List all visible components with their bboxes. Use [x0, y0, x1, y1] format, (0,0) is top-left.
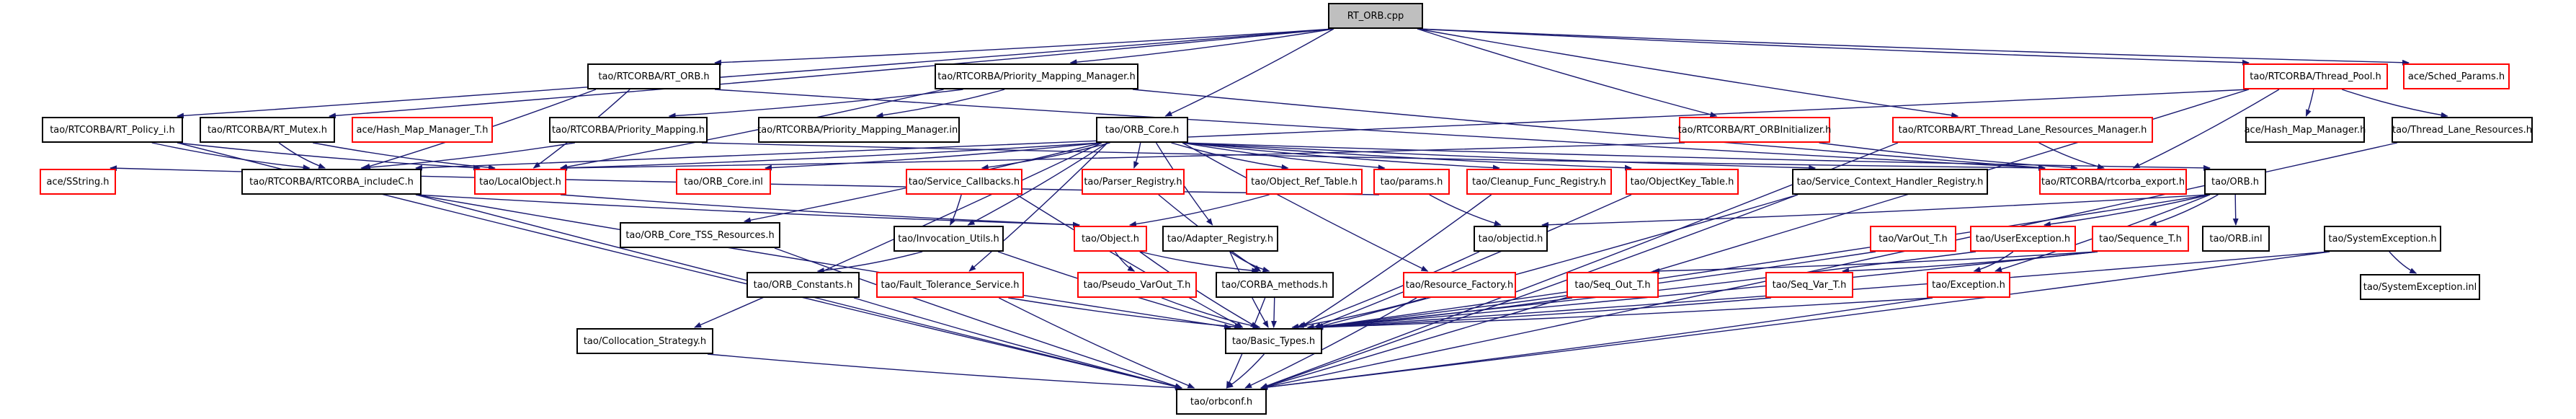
- graph-node-root: RT_ORB.cpp: [1328, 3, 1423, 29]
- edge-object_ref_table-to-object_h: [1130, 195, 1270, 225]
- edge-rt_policy_i-to-localobject: [177, 143, 480, 168]
- graph-node-schr[interactable]: tao/Service_Context_Handler_Registry.h: [1792, 169, 1988, 195]
- edge-systemexception_h-to-systemexception_inl: [2389, 252, 2416, 273]
- graph-node-thread_pool_h[interactable]: tao/RTCORBA/Thread_Pool.h: [2243, 63, 2388, 89]
- edge-rtcorba_includec-to-basic_types: [416, 195, 1231, 327]
- graph-node-params[interactable]: tao/params.h: [1373, 169, 1450, 195]
- graph-node-cleanup_func_registry[interactable]: tao/Cleanup_Func_Registry.h: [1466, 169, 1612, 195]
- graph-node-rt_tlrm[interactable]: tao/RTCORBA/RT_Thread_Lane_Resources_Manager.h: [1892, 117, 2153, 143]
- graph-node-rt_policy_i[interactable]: tao/RTCORBA/RT_Policy_i.h: [42, 117, 183, 143]
- graph-node-pmm_h[interactable]: tao/RTCORBA/Priority_Mapping_Manager.h: [935, 63, 1138, 89]
- graph-node-sched_params[interactable]: ace/Sched_Params.h: [2403, 63, 2510, 89]
- graph-node-adapter_registry[interactable]: tao/Adapter_Registry.h: [1162, 226, 1278, 252]
- edge-priority_mapping-to-rtcorba_includec: [361, 143, 575, 168]
- edge-orb_core_h-to-resource_factory: [1182, 143, 1427, 271]
- edge-cleanup_func_registry-to-basic_types: [1300, 195, 1491, 327]
- graph-node-rt_orb_h[interactable]: tao/RTCORBA/RT_ORB.h: [587, 63, 721, 89]
- edge-orb_core_h-to-fault_tolerance: [969, 143, 1107, 271]
- graph-node-orbconf[interactable]: tao/orbconf.h: [1176, 389, 1267, 415]
- graph-node-objectid[interactable]: tao/objectid.h: [1474, 226, 1548, 252]
- graph-node-service_callbacks[interactable]: tao/Service_Callbacks.h: [906, 169, 1022, 195]
- edge-pmm_h-to-pmm_inl: [877, 89, 1004, 116]
- edge-orb_h-to-objectid: [1542, 195, 2210, 225]
- edge-sequence_t-to-seq_var_t: [1842, 252, 2098, 271]
- graph-node-orb_h[interactable]: tao/ORB.h: [2204, 169, 2266, 195]
- graph-node-invocation_utils[interactable]: tao/Invocation_Utils.h: [893, 226, 1004, 252]
- edge-orb_constants-to-orbconf: [854, 298, 1182, 388]
- edge-root-to-rt_policy_i: [177, 29, 1334, 116]
- edge-orb_core_h-to-parser_registry: [1134, 143, 1141, 168]
- graph-node-hash_map_manager[interactable]: ace/Hash_Map_Manager.h: [2245, 117, 2365, 143]
- graph-node-basic_types[interactable]: tao/Basic_Types.h: [1225, 328, 1322, 354]
- graph-node-rtcorba_export[interactable]: tao/RTCORBA/rtcorba_export.h: [2039, 169, 2187, 195]
- graph-node-varout_t[interactable]: tao/VarOut_T.h: [1870, 226, 1956, 252]
- graph-node-collocation_strategy[interactable]: tao/Collocation_Strategy.h: [576, 328, 713, 354]
- edge-rt_tlrm-to-rtcorba_export: [2039, 143, 2104, 168]
- graph-node-sequence_t[interactable]: tao/Sequence_T.h: [2092, 226, 2189, 252]
- graph-node-sstring[interactable]: ace/SString.h: [40, 169, 116, 195]
- graph-node-fault_tolerance[interactable]: tao/Fault_Tolerance_Service.h: [876, 272, 1024, 298]
- graph-node-parser_registry[interactable]: tao/Parser_Registry.h: [1082, 169, 1185, 195]
- graph-node-seq_out_t[interactable]: tao/Seq_Out_T.h: [1566, 272, 1659, 298]
- edge-root-to-sched_params: [1417, 29, 2409, 63]
- graph-node-resource_factory[interactable]: tao/Resource_Factory.h: [1403, 272, 1516, 298]
- edge-root-to-pmm_h: [1071, 29, 1334, 63]
- edge-service_callbacks-to-basic_types: [1017, 195, 1243, 327]
- graph-node-hash_map_manager_t[interactable]: ace/Hash_Map_Manager_T.h: [352, 117, 493, 143]
- edge-basic_types-to-orbconf: [1226, 354, 1264, 388]
- graph-node-pseudo_varout[interactable]: tao/Pseudo_VarOut_T.h: [1077, 272, 1197, 298]
- graph-node-rt_orbinitializer[interactable]: tao/RTCORBA/RT_ORBInitializer.h: [1679, 117, 1830, 143]
- edge-localobject-to-object_h: [561, 195, 1079, 225]
- graph-node-corba_methods[interactable]: tao/CORBA_methods.h: [1216, 272, 1334, 298]
- edge-sequence_t-to-seq_out_t: [1653, 252, 2098, 271]
- graph-node-exception_h[interactable]: tao/Exception.h: [1927, 272, 2010, 298]
- edge-params-to-objectid: [1430, 195, 1501, 225]
- graph-node-orb_inl[interactable]: tao/ORB.inl: [2202, 226, 2270, 252]
- graph-node-pmm_inl[interactable]: tao/RTCORBA/Priority_Mapping_Manager.inl: [758, 117, 960, 143]
- edge-thread_pool_h-to-thread_lane_resources: [2342, 89, 2448, 116]
- edge-corba_methods-to-basic_types: [1274, 298, 1275, 327]
- graph-node-rtcorba_includec[interactable]: tao/RTCORBA/RTCORBA_includeC.h: [241, 169, 422, 195]
- graph-node-localobject[interactable]: tao/LocalObject.h: [474, 169, 566, 195]
- graph-node-rt_mutex[interactable]: tao/RTCORBA/RT_Mutex.h: [200, 117, 335, 143]
- graph-node-seq_var_t[interactable]: tao/Seq_Var_T.h: [1765, 272, 1853, 298]
- graph-node-priority_mapping[interactable]: tao/RTCORBA/Priority_Mapping.h: [549, 117, 708, 143]
- edge-invocation_utils-to-orb_constants: [818, 252, 922, 271]
- graph-node-object_h[interactable]: tao/Object.h: [1074, 226, 1147, 252]
- graph-node-thread_lane_resources[interactable]: tao/Thread_Lane_Resources.h: [2392, 117, 2533, 143]
- edge-rt_orbinitializer-to-rtcorba_export: [1819, 143, 2077, 168]
- graph-node-systemexception_inl[interactable]: tao/SystemException.inl: [2360, 274, 2480, 300]
- edge-object_h-to-pseudo_varout: [1115, 252, 1135, 271]
- edge-fault_tolerance-to-basic_types: [1008, 298, 1241, 327]
- graph-node-orb_core_tss[interactable]: tao/ORB_Core_TSS_Resources.h: [620, 222, 780, 248]
- graph-node-orb_core_inl[interactable]: tao/ORB_Core.inl: [676, 169, 771, 195]
- edge-pseudo_varout-to-basic_types: [1162, 298, 1260, 327]
- graph-node-object_ref_table[interactable]: tao/Object_Ref_Table.h: [1246, 169, 1363, 195]
- edge-thread_pool_h-to-hash_map_manager: [2306, 89, 2313, 116]
- graph-node-systemexception_h[interactable]: tao/SystemException.h: [2324, 226, 2441, 252]
- graph-node-objectkey_table[interactable]: tao/ObjectKey_Table.h: [1626, 169, 1739, 195]
- edge-object_h-to-corba_methods: [1140, 252, 1258, 271]
- edge-orb_h-to-orb_inl: [2235, 195, 2236, 225]
- edge-rt_policy_i-to-rtcorba_includec: [152, 143, 310, 168]
- graph-node-userexception[interactable]: tao/UserException.h: [1970, 226, 2076, 252]
- graph-node-orb_core_h[interactable]: tao/ORB_Core.h: [1096, 117, 1188, 143]
- graph-node-orb_constants[interactable]: tao/ORB_Constants.h: [746, 272, 860, 298]
